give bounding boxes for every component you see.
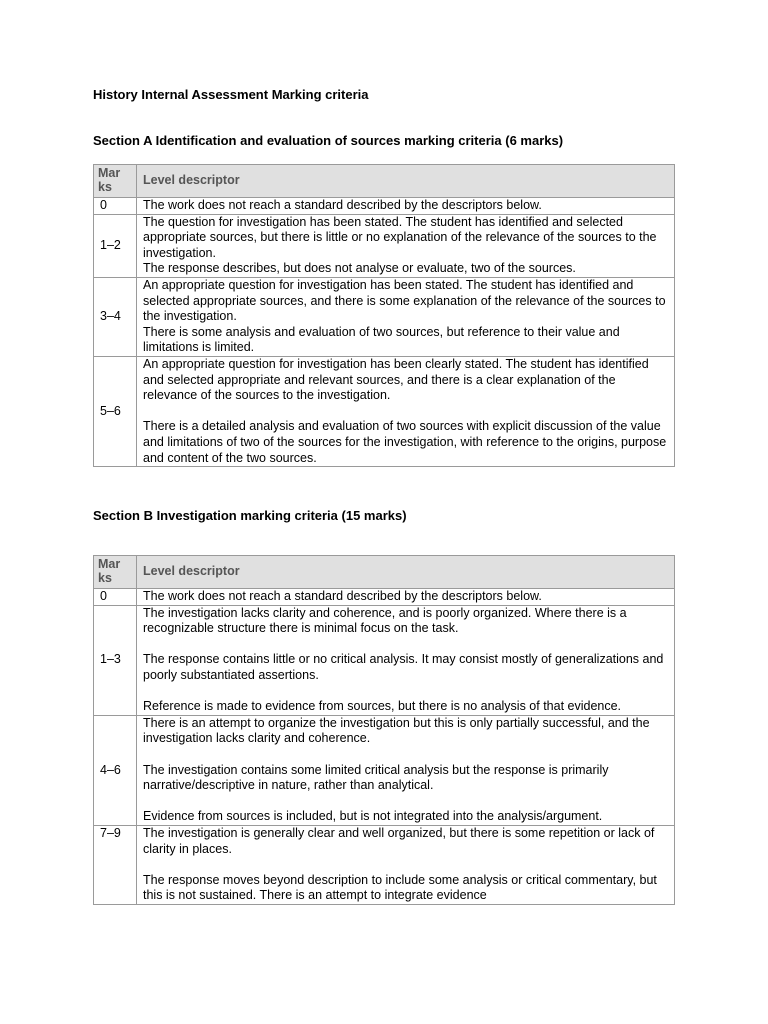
marks-cell: 5–6 [94, 356, 137, 466]
table-row [94, 589, 675, 606]
descriptor-paragraph: The investigation is generally clear and well organized, but there is some repetition or lack of clarity in places. [143, 825, 655, 856]
marks-cell: 7–9 [94, 825, 137, 904]
descriptor-paragraph: The investigation contains some limited critical analysis but the response is primarily narrative/descriptive in nature, rather than analytical. [143, 762, 609, 793]
table-row [94, 715, 675, 825]
section-b-table [93, 555, 675, 905]
level-descriptor-column-header: Level descriptor [137, 165, 675, 198]
section-a-heading: Section A Identification and evaluation of sources marking criteria (6 marks) [93, 133, 564, 148]
descriptor-cell [137, 605, 675, 715]
level-descriptor-column-header: Level descriptor [137, 556, 675, 589]
marks-cell: 1–2 [94, 214, 137, 277]
descriptor-paragraph: Reference is made to evidence from sources, but there is no analysis of that evidence. [143, 699, 622, 714]
descriptor-paragraph: The investigation lacks clarity and coherence, and is poorly organized. Where there is a recognizable structure there is minimal focus on the task. [143, 605, 627, 636]
descriptor-paragraph: The response moves beyond description to include some analysis or critical commentary, but this is not sustained. There is an attempt to integrate evidence [143, 872, 657, 903]
descriptor-cell [137, 825, 675, 904]
descriptor-paragraph: There is a detailed analysis and evaluation of two sources with explicit discussion of the value and limitations of two of the sources for the investigation, with reference to the origins, purpose and content of the two sources. [143, 419, 667, 465]
marks-column-header: Mar ks [94, 165, 137, 198]
descriptor-paragraph: An appropriate question for investigation has been clearly stated. The student has identified and selected appropriate and relevant sources, and there is a clear explanation of the relevance of the sources to the investigation. [143, 356, 649, 403]
descriptor-paragraph: There is some analysis and evaluation of two sources, but reference to their value and limitations is limited. [143, 324, 620, 355]
table-row [94, 825, 675, 904]
marks-column-header: Mar ks [94, 556, 137, 589]
descriptor-paragraph: The response describes, but does not analyse or evaluate, two of the sources. [143, 261, 576, 276]
table-row [94, 605, 675, 715]
marks-cell: 1–3 [94, 605, 137, 715]
descriptor-cell [137, 589, 675, 606]
descriptor-paragraph: The question for investigation has been stated. The student has identified and selected appropriate sources, but there is little or no explanation of the relevance of the sources to the investigation. [143, 214, 657, 260]
marks-cell: 0 [94, 198, 137, 215]
table-header-row [94, 556, 675, 589]
marks-cell: 4–6 [94, 715, 137, 825]
descriptor-paragraph: The response contains little or no critical analysis. It may consist mostly of generalizations and poorly substantiated assertions. [143, 652, 664, 682]
descriptor-paragraph: There is an attempt to organize the investigation but this is only partially successful, and the investigation lacks clarity and coherence. [143, 715, 650, 746]
marks-cell: 0 [94, 589, 137, 606]
descriptor-paragraph: The work does not reach a standard described by the descriptors below. [143, 198, 542, 212]
section-b-heading: Section B Investigation marking criteria (15 marks) [93, 508, 407, 523]
descriptor-paragraph: An appropriate question for investigation has been stated. The student has identified and selected appropriate sources, and there is some explanation of the relevance of the sources to the investigation. [143, 277, 666, 324]
document-title: History Internal Assessment Marking criteria [93, 87, 369, 102]
descriptor-paragraph: The work does not reach a standard described by the descriptors below. [143, 589, 542, 603]
marks-cell: 3–4 [94, 277, 137, 356]
descriptor-cell [137, 715, 675, 825]
descriptor-paragraph: Evidence from sources is included, but is not integrated into the analysis/argument. [143, 809, 603, 824]
